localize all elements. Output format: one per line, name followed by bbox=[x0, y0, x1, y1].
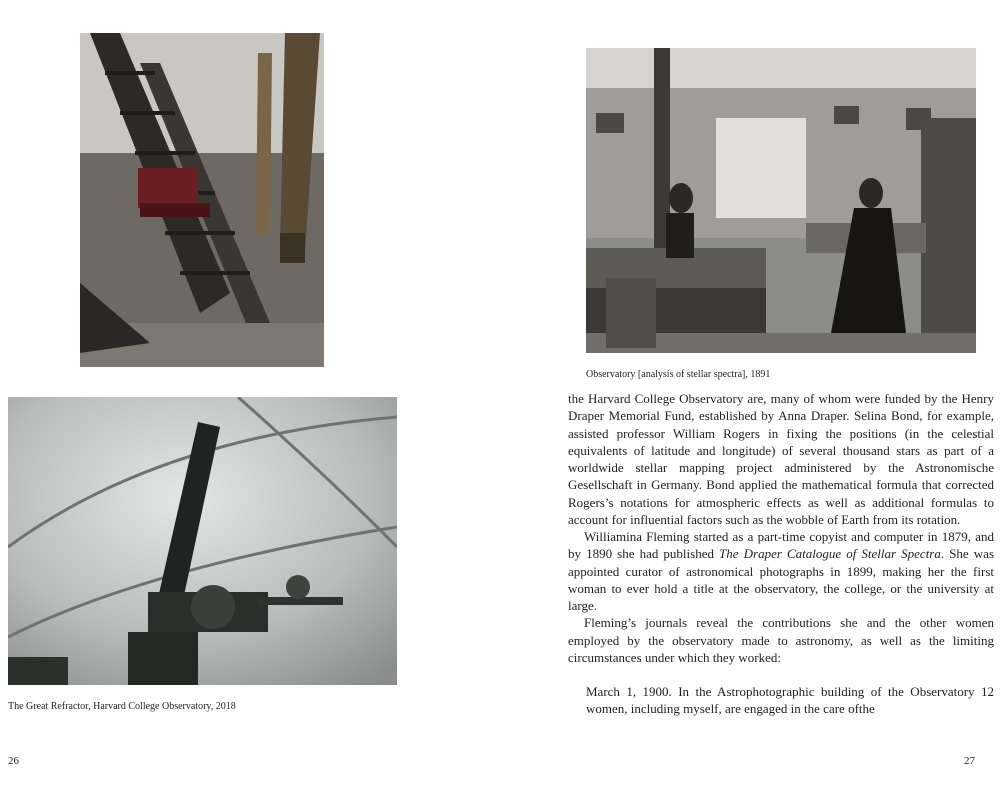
journal-quote: March 1, 1900. In the Astrophotographic building of the Observatory 12 women, including myself, are engaged in the care ofthe bbox=[586, 684, 994, 717]
paragraph-journals: Fleming’s journals reveal the contributions she and the other women employed by the observatory made to astronomy, as well as the limiting circumstances under which they worked: bbox=[568, 615, 994, 665]
page-number-right: 27 bbox=[964, 755, 975, 767]
fleming-text-after: . She was appointed curator of astronomical photographs in 1899, making her the first woman to ever hold a title at the observatory, the college, or the university at large. bbox=[568, 546, 994, 613]
great-refractor-photo bbox=[8, 397, 397, 685]
body-text bbox=[568, 390, 994, 718]
right-page bbox=[500, 0, 1000, 800]
paragraph-bond: the Harvard College Observatory are, many of whom were funded by the Henry Draper Memorial Fund, established by Anna Draper. Selina Bond, for example, assisted professor William Rogers in fixing the positions (in the celestial equivalents of latitude and longitude) of several thousand stars as part of a worldwide stellar mapping project administered by the Astronomische Gesellschaft in Germany. Bond applied the mathematical formula that corrected Rogers’s notations for atmospheric effects as well as additional formulas to account for influential factors such as the wobble of Earth from its rotation. bbox=[568, 391, 994, 527]
refractor-caption: The Great Refractor, Harvard College Observatory, 2018 bbox=[8, 701, 236, 712]
paragraph-fleming bbox=[568, 528, 994, 614]
fleming-text-before: Williamina Fleming started as a part-time copyist and computer in 1879, and by 1890 she had published bbox=[568, 529, 994, 562]
draper-catalogue-title: The Draper Catalogue of Stellar Spectra bbox=[719, 546, 941, 562]
observatory-office-photo bbox=[586, 48, 976, 353]
office-caption: Observatory [analysis of stellar spectra], 1891 bbox=[586, 369, 771, 380]
page-number-left: 26 bbox=[8, 755, 19, 767]
staircase-telescope-photo bbox=[80, 33, 324, 367]
